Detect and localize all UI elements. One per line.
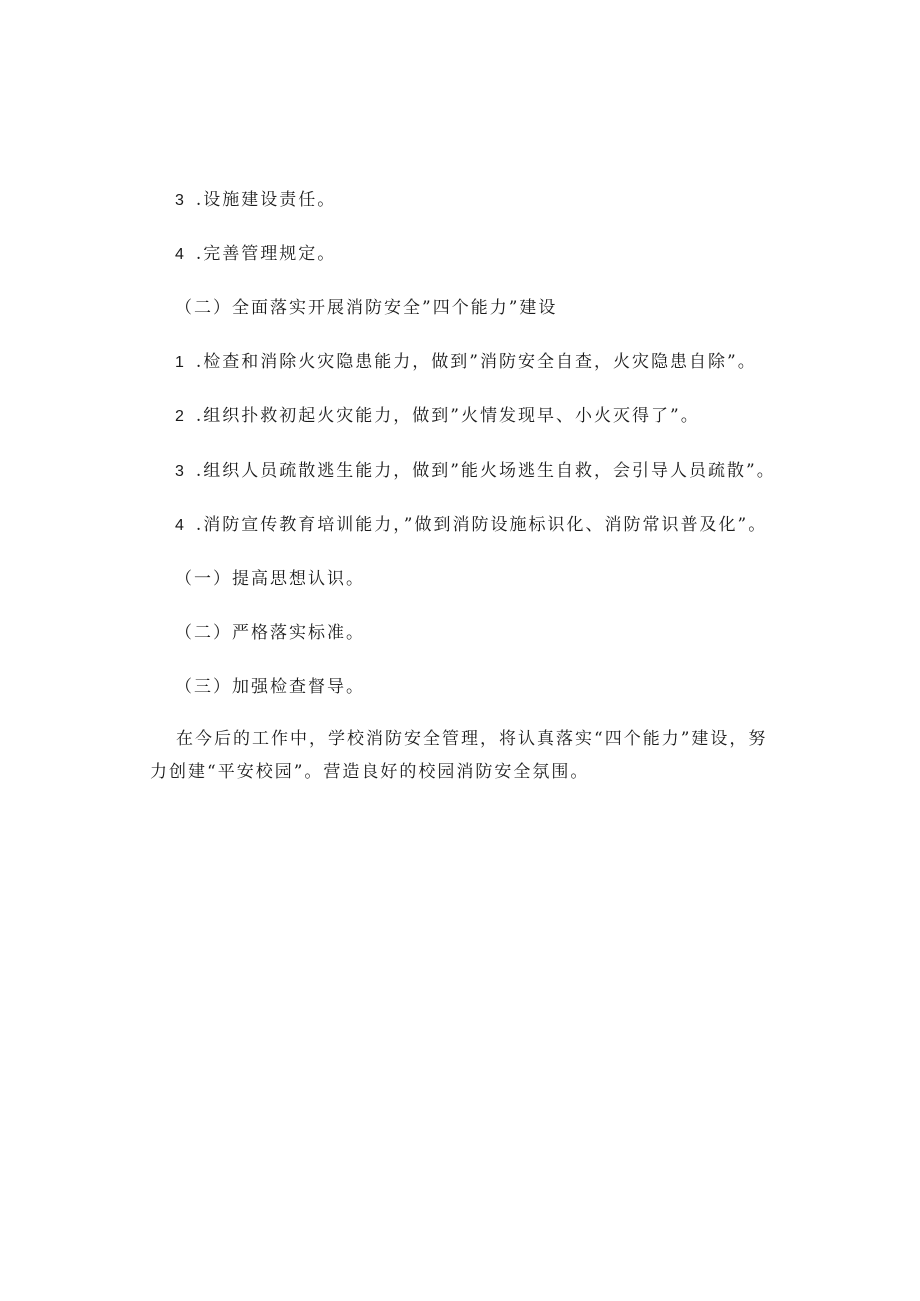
item-text: .组织扑救初起火灾能力，做到”火情发现早、小火灭得了”。 bbox=[195, 406, 700, 426]
list-item bbox=[175, 189, 336, 212]
list-item bbox=[175, 351, 757, 374]
item-text: .检查和消除火灾隐患能力，做到”消防安全自查，火灾隐患自除”。 bbox=[195, 352, 757, 372]
item-number: 1 bbox=[175, 354, 184, 371]
item-number: 4 bbox=[175, 246, 184, 263]
item-number: 3 bbox=[175, 192, 184, 209]
list-item bbox=[175, 460, 776, 483]
item-text: .消防宣传教育培训能力，”做到消防设施标识化、消防常识普及化”。 bbox=[195, 515, 768, 535]
section-heading bbox=[175, 297, 557, 319]
item-text: .设施建设责任。 bbox=[195, 190, 337, 210]
list-item bbox=[175, 514, 767, 537]
section-heading bbox=[175, 568, 365, 590]
list-item bbox=[175, 405, 700, 428]
closing-paragraph: 在今后的工作中，学校消防安全管理，将认真落实“四个能力”建设，努力创建“平安校园”。营造良好的校园消防安全氛围。 bbox=[150, 729, 768, 782]
section-heading-text: （一）提高思想认识。 bbox=[175, 569, 365, 589]
section-heading bbox=[175, 622, 365, 644]
section-heading-text: （二）全面落实开展消防安全”四个能力”建设 bbox=[175, 298, 558, 318]
item-number: 2 bbox=[175, 408, 184, 425]
section-heading-text: （三）加强检查督导。 bbox=[175, 677, 365, 697]
item-number: 4 bbox=[175, 517, 184, 534]
section-heading bbox=[175, 676, 365, 698]
item-number: 3 bbox=[175, 463, 184, 480]
section-heading-text: （二）严格落实标准。 bbox=[175, 623, 365, 643]
item-text: .组织人员疏散逃生能力，做到”能火场逃生自救，会引导人员疏散”。 bbox=[195, 461, 776, 481]
item-text: .完善管理规定。 bbox=[195, 244, 337, 264]
list-item bbox=[175, 243, 336, 266]
